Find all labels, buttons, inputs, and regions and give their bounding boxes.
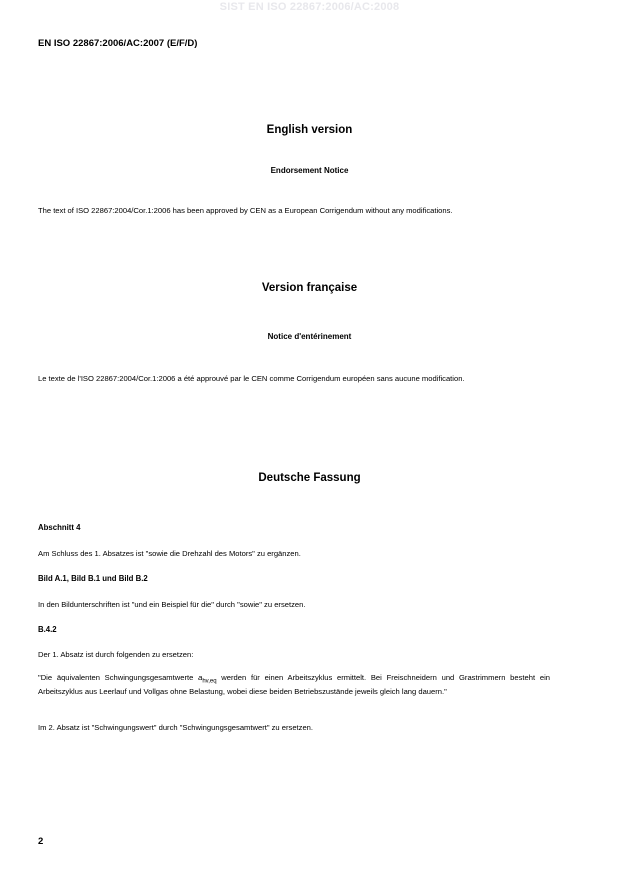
section-4-text: Am Schluss des 1. Absatzes ist "sowie die Drehzahl des Motors" zu ergänzen. [38, 549, 301, 558]
quote-subscript: hv,eq [202, 678, 217, 685]
document-id: EN ISO 22867:2006/AC:2007 (E/F/D) [38, 38, 198, 49]
section-4-label: Abschnitt 4 [38, 523, 81, 532]
figures-text: In den Bildunterschriften ist "und ein Beispiel für die" durch "sowie" zu ersetzen. [38, 600, 306, 609]
figures-label: Bild A.1, Bild B.1 und Bild B.2 [38, 574, 148, 583]
french-subheading: Notice d'entérinement [267, 332, 352, 341]
quote-symbol: a [198, 673, 203, 682]
watermark: SIST EN ISO 22867:2006/AC:2008 [219, 1, 400, 13]
quote-after: werden für einen Arbeitszyklus ermittelt. Bei Freischneidern und Grastrimmern besteht ein Arbeitszyklus aus Leerlauf und Vollgas ohne Belastung, wobei diese beiden Betriebszustände jeweils gleich lang dauern." [38, 673, 550, 697]
english-text: The text of ISO 22867:2004/Cor.1:2006 has been approved by CEN as a European Corrigendum without any modifications. [38, 206, 453, 215]
b42-intro: Der 1. Absatz ist durch folgenden zu ersetzen: [38, 650, 194, 659]
quote-before: "Die äquivalenten Schwingungsgesamtwerte [38, 673, 199, 682]
french-text: Le texte de l'ISO 22867:2004/Cor.1:2006 a été approuvé par le CEN comme Corrigendum européen sans aucune modification. [38, 374, 465, 383]
paragraph-2-text: Im 2. Absatz ist "Schwingungswert" durch "Schwingungsgesamtwert" zu ersetzen. [38, 723, 314, 732]
english-subheading: Endorsement Notice [270, 166, 349, 175]
b42-replacement-quote [38, 673, 550, 697]
page-number: 2 [38, 836, 44, 847]
b42-label: B.4.2 [38, 625, 57, 634]
french-heading: Version française [261, 282, 358, 294]
english-heading: English version [266, 124, 353, 136]
german-heading: Deutsche Fassung [258, 472, 361, 484]
